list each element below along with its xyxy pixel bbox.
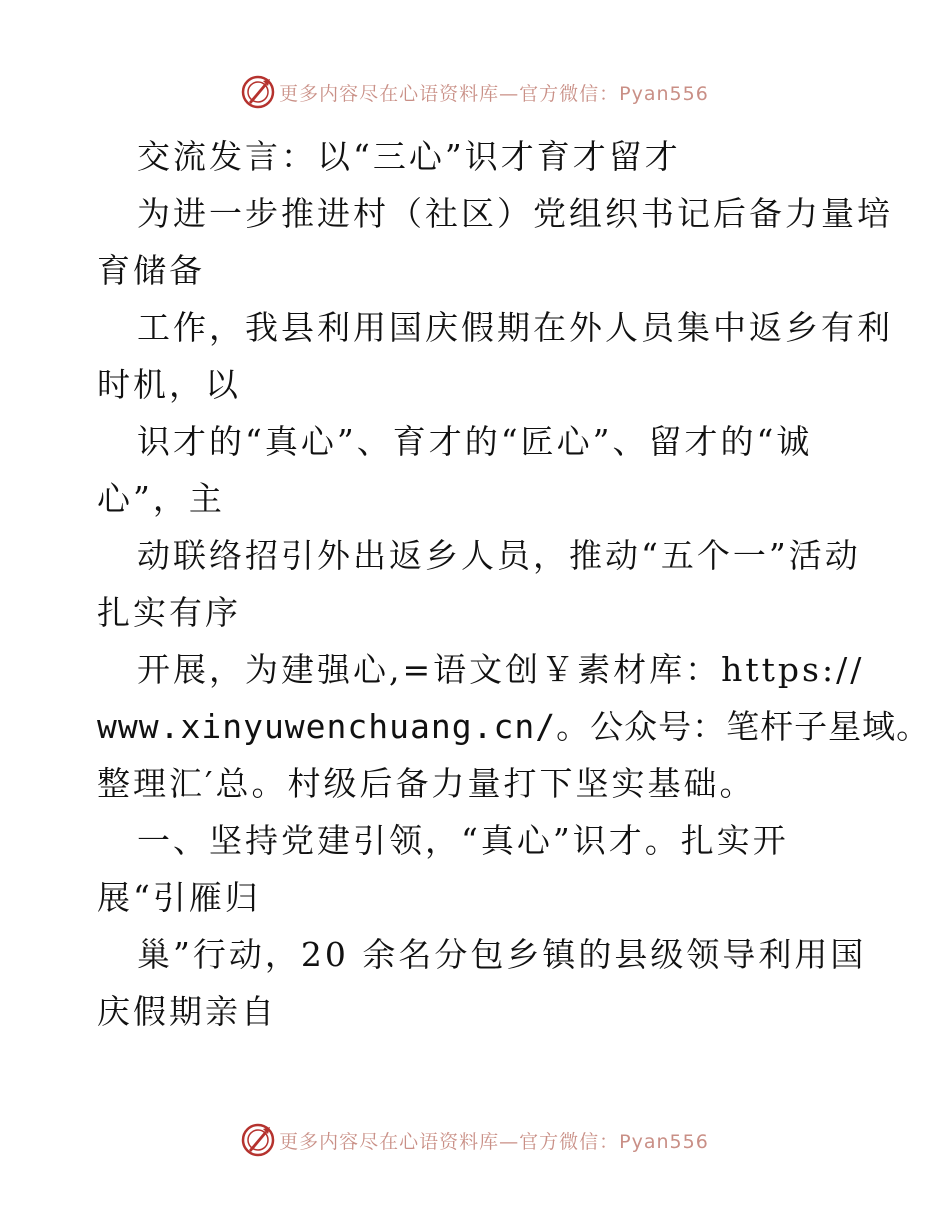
paragraph-line: 扎实有序 (97, 593, 241, 632)
document-title: 交流发言：以“三心”识才育才留才 (137, 137, 681, 176)
watermark-text (279, 79, 709, 106)
document-body (97, 128, 931, 1040)
paragraph-line: 庆假期亲自 (97, 992, 277, 1031)
paragraph-line: 为进一步推进村（社区）党组织书记后备力量培 (137, 194, 893, 233)
section-heading: 一、坚持党建引领，“真心”识才。扎实开 (137, 821, 789, 860)
paragraph-line: 动联络招引外出返乡人员，推动“五个一”活动 (137, 536, 861, 575)
paragraph-line: 巢”行动，20 余名分包乡镇的县级领导利用国 (137, 935, 867, 974)
paragraph-line: 工作，我县利用国庆假期在外人员集中返乡有利 (137, 308, 893, 347)
paragraph-line: 育储备 (97, 251, 205, 290)
quill-logo-icon (241, 1123, 275, 1157)
paragraph-line-url: www.xinyuwenchuang.cn/。公众号：笔杆子星域。 (97, 707, 931, 746)
quill-logo-icon (241, 75, 275, 109)
paragraph-line: 开展，为建强心,=语文创￥素材库：https:// (137, 650, 865, 689)
footer-watermark (0, 1120, 950, 1160)
watermark-wechat-id: Pyan556 (619, 82, 709, 105)
paragraph-line: 展“引雁归 (97, 878, 261, 917)
watermark-text-cn: 更多内容尽在心语资料库—官方微信： (279, 1130, 620, 1153)
header-watermark (0, 72, 950, 112)
paragraph-line: 时机，以 (97, 365, 241, 404)
watermark-wechat-id: Pyan556 (619, 1130, 709, 1153)
watermark-text (279, 1127, 709, 1154)
paragraph-line: 心”，主 (97, 479, 225, 518)
paragraph-line: 整理汇′总。村级后备力量打下坚实基础。 (97, 764, 756, 803)
watermark-text-cn: 更多内容尽在心语资料库—官方微信： (279, 82, 620, 105)
paragraph-line: 识才的“真心”、育才的“匠心”、留才的“诚 (137, 422, 813, 461)
